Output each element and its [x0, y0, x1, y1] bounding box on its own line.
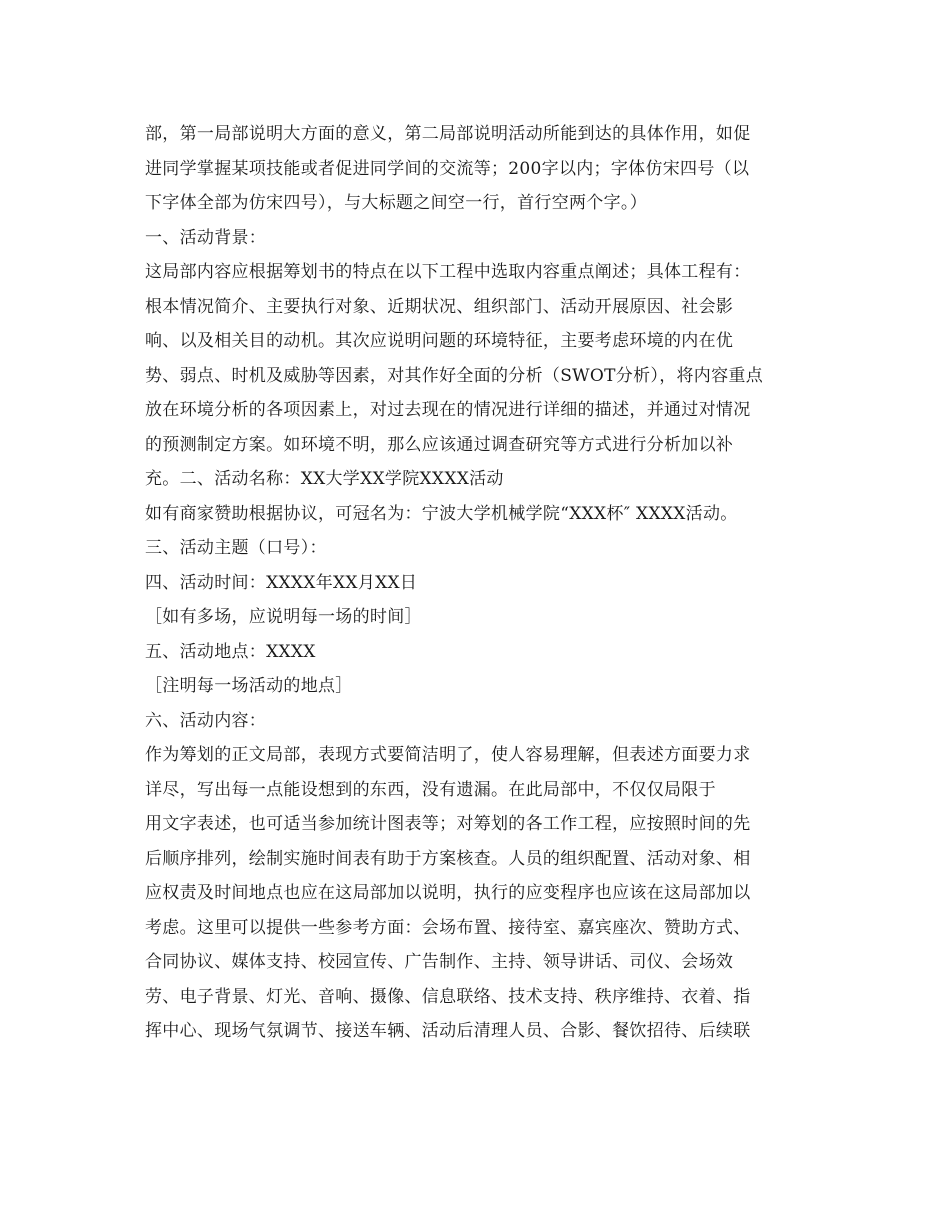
text-line: 合同协议、媒体支持、校园宣传、广告制作、主持、领导讲话、司仪、会场效 — [145, 952, 734, 972]
text-line: 如有商家赞助根据协议，可冠名为：宁波大学机械学院“XXX杯″ XXXX活动。 — [145, 503, 738, 524]
text-line: 应权责及时间地点也应在这局部加以说明，执行的应变程序也应该在这局部加以 — [145, 883, 751, 903]
text-line: 后顺序排列，绘制实施时间表有助于方案核查。人员的组织配置、活动对象、相 — [145, 848, 751, 869]
text-line: 这局部内容应根据筹划书的特点在以下工程中选取内容重点阐述；具体工程有： — [145, 262, 751, 282]
text-line: 势、弱点、时机及威胁等因素，对其作好全面的分析（SWOT分析），将内容重点 — [145, 365, 763, 386]
text-line: 挥中心、现场气氛调节、接送车辆、活动后清理人员、合影、餐饮招待、后续联 — [145, 1021, 751, 1041]
text-line: 作为筹划的正文局部，表现方式要简洁明了，使人容易理解，但表述方面要力求 — [145, 745, 751, 765]
section-heading-location: 五、活动地点：XXXX — [145, 641, 316, 662]
document-body — [145, 117, 810, 1049]
text-line: 部，第一局部说明大方面的意义，第二局部说明活动所能到达的具体作用，如促 — [145, 124, 751, 144]
section-activity-name: 充。二、活动名称：XX大学XX学院XXXX活动 — [145, 469, 504, 489]
section-heading-time: 四、活动时间：XXXX年XX月XX日 — [145, 572, 418, 593]
time-note: ［如有多场，应说明每一场的时间］ — [145, 607, 422, 627]
text-line: 考虑。这里可以提供一些参考方面：会场布置、接待室、嘉宾座次、赞助方式、 — [145, 917, 751, 938]
text-line: 根本情况简介、主要执行对象、近期状况、组织部门、活动开展原因、社会影 — [145, 296, 734, 317]
text-line: 放在环境分析的各项因素上，对过去现在的情况进行详细的描述，并通过对情况 — [145, 400, 751, 420]
section-heading-background: 一、活动背景： — [145, 227, 267, 248]
text-line: 劳、电子背景、灯光、音响、摄像、信息联络、技术支持、秩序维持、衣着、指 — [145, 986, 751, 1007]
text-line: 响、以及相关目的动机。其次应说明问题的环境特征，主要考虑环境的内在优 — [145, 331, 734, 351]
text-line: 下字体全部为仿宋四号），与大标题之间空一行，首行空两个字。） — [145, 193, 647, 213]
section-heading-theme: 三、活动主题（口号）： — [145, 538, 327, 558]
location-note: ［注明每一场活动的地点］ — [145, 676, 353, 696]
text-line: 用文字表述，也可适当参加统计图表等；对筹划的各工作工程，应按照时间的先 — [145, 814, 751, 834]
text-line: 进同学掌握某项技能或者促进同学间的交流等；200字以内；字体仿宋四号（以 — [145, 158, 750, 179]
text-line: 详尽，写出每一点能设想到的东西，没有遗漏。在此局部中，不仅仅局限于 — [145, 779, 716, 800]
text-line: 的预测制定方案。如环境不明，那么应该通过调查研究等方式进行分析加以补 — [145, 434, 734, 455]
section-heading-content: 六、活动内容： — [145, 710, 267, 731]
